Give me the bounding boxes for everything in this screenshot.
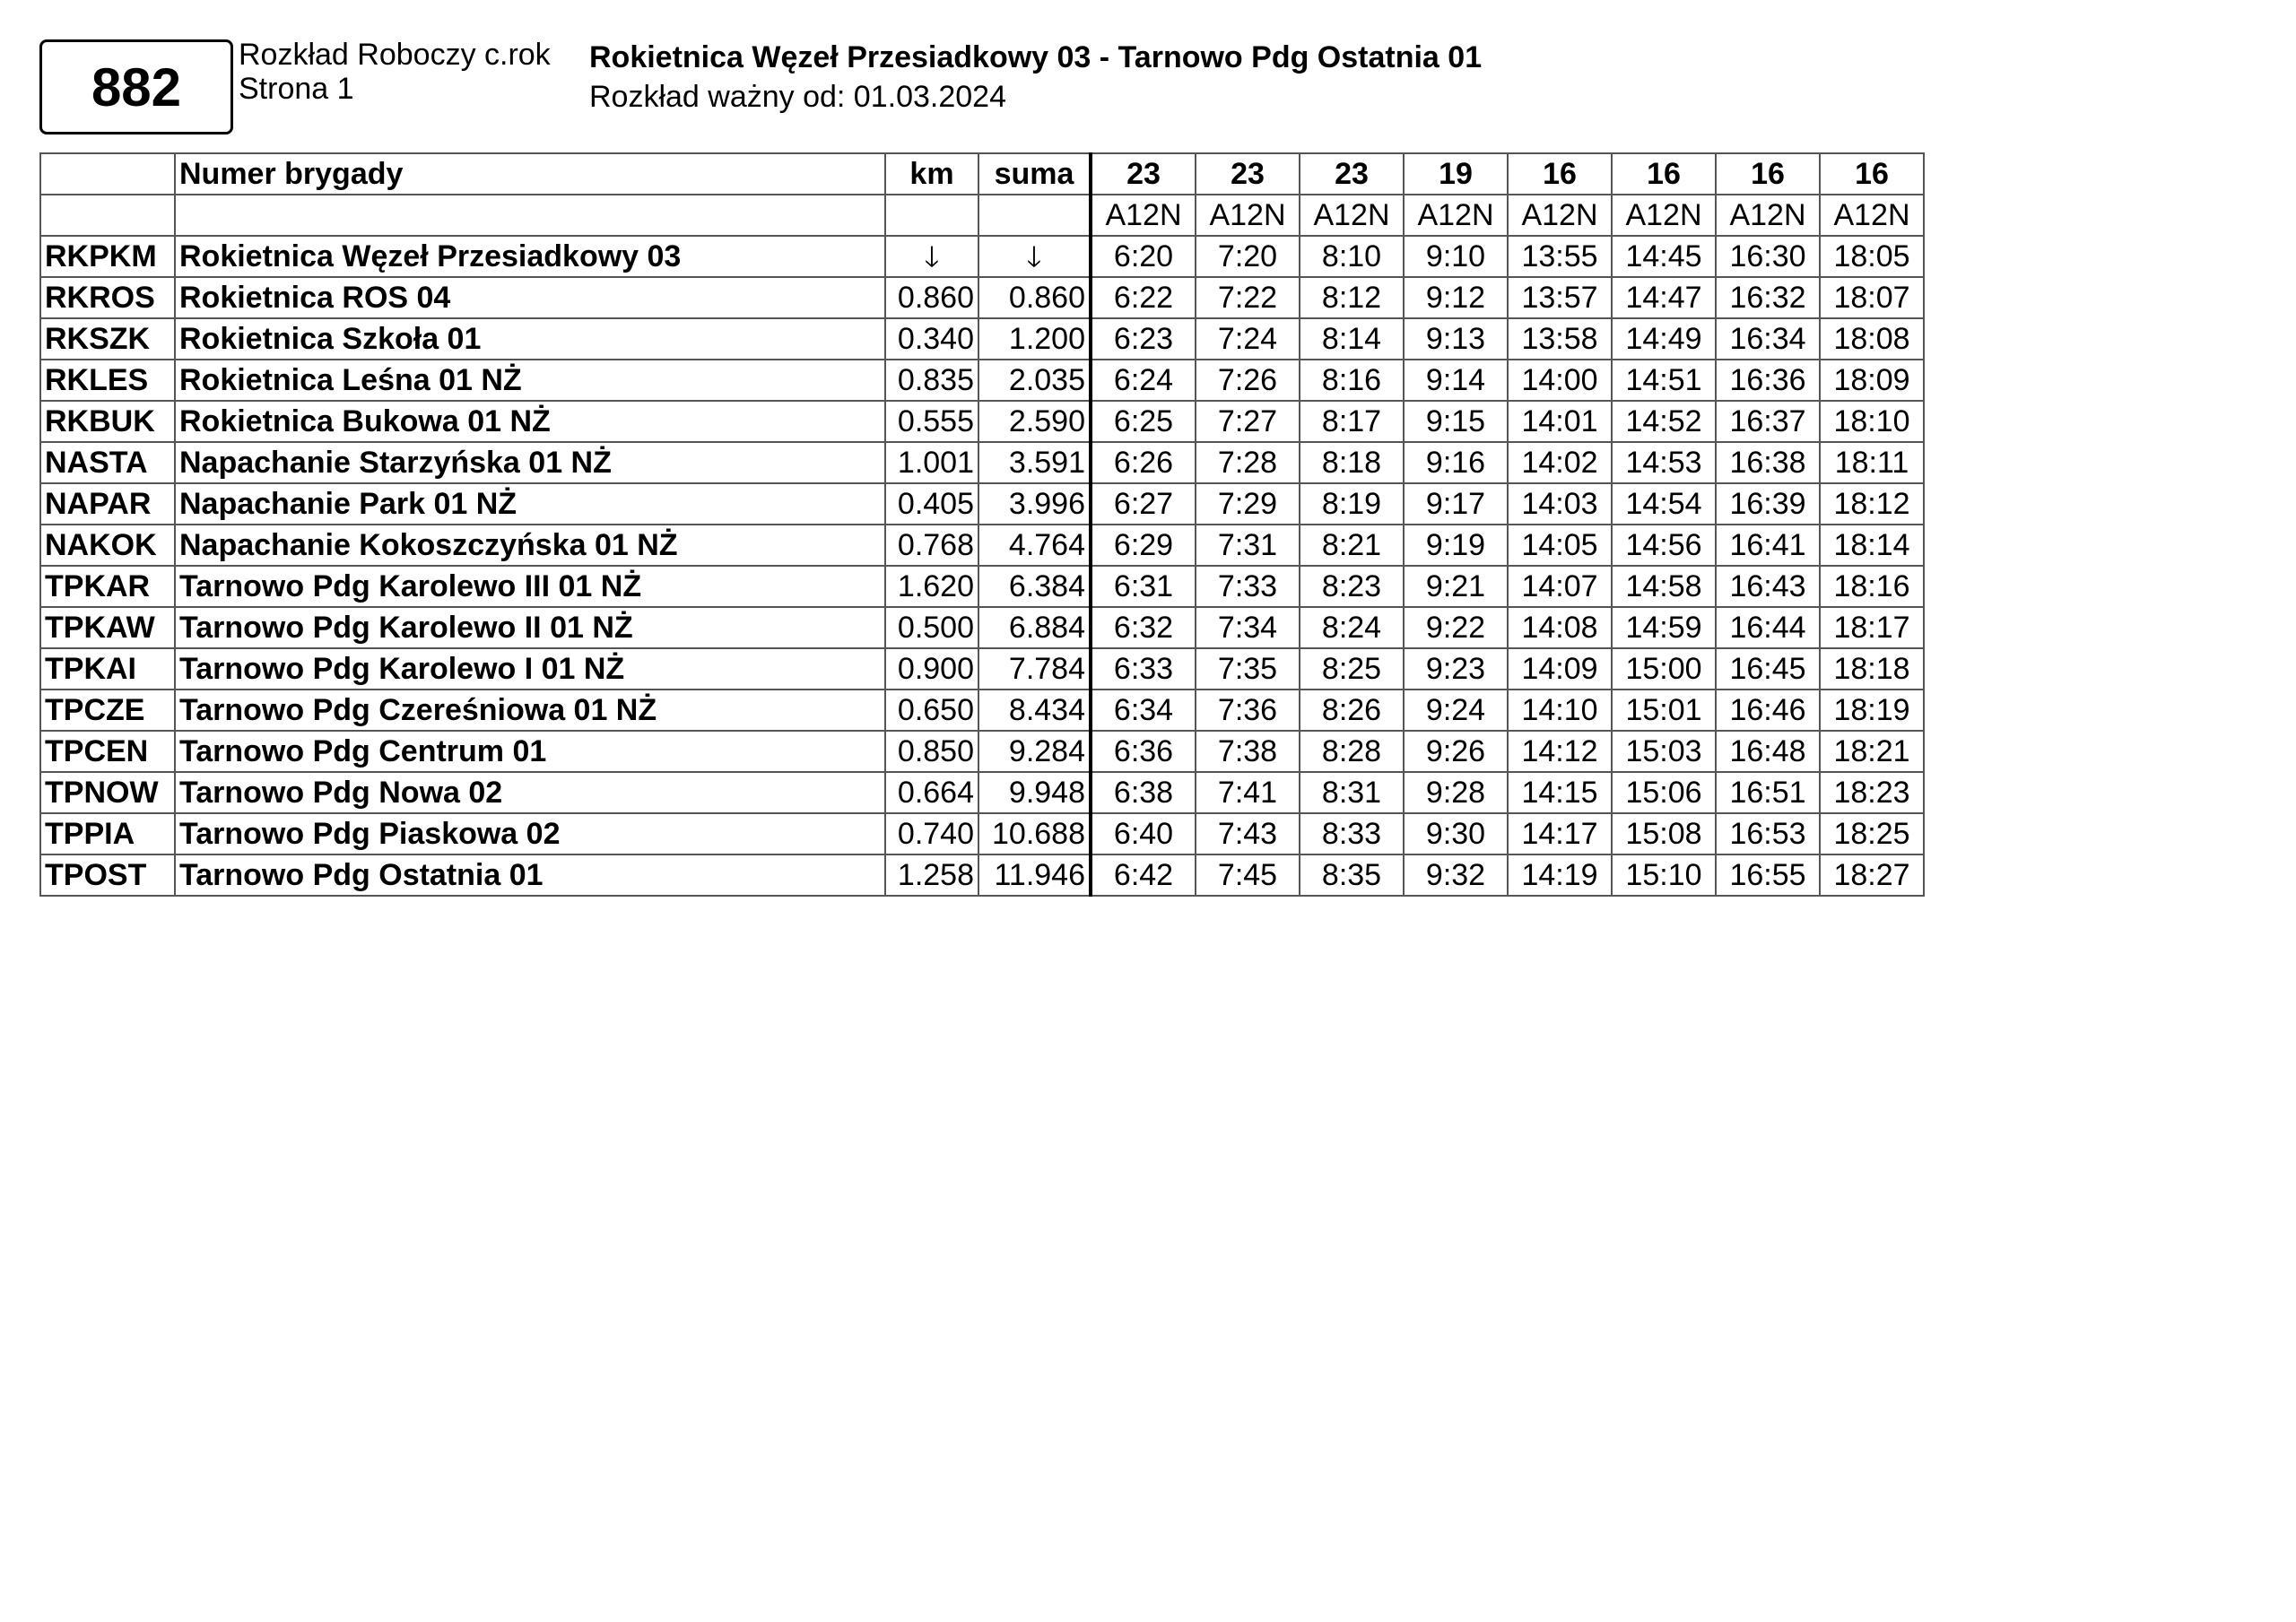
departure-time: 9:32 [1404, 854, 1508, 896]
stop-km: 0.835 [885, 360, 978, 401]
stop-suma: 9.948 [978, 772, 1091, 813]
stop-suma: 8.434 [978, 690, 1091, 731]
stop-row [40, 772, 1924, 813]
stop-row [40, 442, 1924, 483]
stop-km: 0.740 [885, 813, 978, 854]
departure-time: 6:32 [1091, 607, 1196, 648]
stop-km: 1.620 [885, 566, 978, 607]
departure-time: 7:24 [1196, 318, 1300, 360]
stop-name: Napachanie Park 01 NŻ [175, 483, 885, 525]
departure-time: 7:36 [1196, 690, 1300, 731]
stop-row [40, 277, 1924, 318]
departure-time: 14:47 [1612, 277, 1716, 318]
header-brigade-number: 16 [1716, 153, 1820, 195]
departure-time: 6:29 [1091, 525, 1196, 566]
stop-code: RKROS [40, 277, 175, 318]
header-variant: A12N [1091, 195, 1196, 236]
departure-time: 14:09 [1508, 648, 1612, 690]
stop-row [40, 483, 1924, 525]
stop-code: RKLES [40, 360, 175, 401]
departure-time: 14:07 [1508, 566, 1612, 607]
departure-time: 7:22 [1196, 277, 1300, 318]
stop-name: Tarnowo Pdg Karolewo II 01 NŻ [175, 607, 885, 648]
departure-time: 18:10 [1820, 401, 1924, 442]
departure-time: 15:08 [1612, 813, 1716, 854]
departure-time: 18:25 [1820, 813, 1924, 854]
stop-code: RKBUK [40, 401, 175, 442]
departure-time: 16:46 [1716, 690, 1820, 731]
stop-name: Rokietnica Węzeł Przesiadkowy 03 [175, 236, 885, 277]
departure-time: 9:10 [1404, 236, 1508, 277]
stop-km: 0.850 [885, 731, 978, 772]
stop-code: NAPAR [40, 483, 175, 525]
stop-name: Tarnowo Pdg Ostatnia 01 [175, 854, 885, 896]
departure-time: 16:53 [1716, 813, 1820, 854]
stop-suma: 0.860 [978, 277, 1091, 318]
departure-time: 7:26 [1196, 360, 1300, 401]
departure-time: 18:12 [1820, 483, 1924, 525]
departure-time: 14:58 [1612, 566, 1716, 607]
stop-row [40, 318, 1924, 360]
departure-time: 18:11 [1820, 442, 1924, 483]
departure-time: 16:48 [1716, 731, 1820, 772]
stop-suma: 11.946 [978, 854, 1091, 896]
line-number: 882 [91, 56, 182, 117]
schedule-type: Rozkład Roboczy c.rok [239, 38, 551, 72]
departure-time: 18:18 [1820, 648, 1924, 690]
departure-time: 13:58 [1508, 318, 1612, 360]
stop-suma: 10.688 [978, 813, 1091, 854]
stop-row [40, 525, 1924, 566]
departure-time: 7:27 [1196, 401, 1300, 442]
stop-name: Tarnowo Pdg Karolewo I 01 NŻ [175, 648, 885, 690]
line-number-box [39, 39, 233, 134]
departure-time: 14:17 [1508, 813, 1612, 854]
stop-code: TPOST [40, 854, 175, 896]
departure-time: 16:51 [1716, 772, 1820, 813]
stop-name: Rokietnica Bukowa 01 NŻ [175, 401, 885, 442]
departure-time: 14:19 [1508, 854, 1612, 896]
header-km: km [885, 153, 978, 195]
route-title: Rokietnica Węzeł Przesiadkowy 03 - Tarnowo Pdg Ostatnia 01 [589, 40, 1483, 74]
stop-code: TPNOW [40, 772, 175, 813]
departure-time: 14:00 [1508, 360, 1612, 401]
departure-time: 8:24 [1300, 607, 1404, 648]
stop-suma: 2.590 [978, 401, 1091, 442]
departure-time: 13:55 [1508, 236, 1612, 277]
departure-time: 15:03 [1612, 731, 1716, 772]
header-name-cell [175, 195, 885, 236]
stop-row [40, 607, 1924, 648]
departure-time: 18:27 [1820, 854, 1924, 896]
stop-row [40, 401, 1924, 442]
departure-time: 8:16 [1300, 360, 1404, 401]
header-variant: A12N [1404, 195, 1508, 236]
departure-time: 7:43 [1196, 813, 1300, 854]
stop-name: Rokietnica Leśna 01 NŻ [175, 360, 885, 401]
down-arrow-icon: 🡓 [885, 236, 978, 277]
header-km-empty [885, 195, 978, 236]
departure-time: 6:33 [1091, 648, 1196, 690]
departure-time: 14:02 [1508, 442, 1612, 483]
departure-time: 14:56 [1612, 525, 1716, 566]
departure-time: 14:05 [1508, 525, 1612, 566]
departure-time: 8:12 [1300, 277, 1404, 318]
header-row-variants [40, 195, 1924, 236]
departure-time: 14:54 [1612, 483, 1716, 525]
stop-suma: 3.996 [978, 483, 1091, 525]
departure-time: 8:35 [1300, 854, 1404, 896]
departure-time: 14:08 [1508, 607, 1612, 648]
departure-time: 8:21 [1300, 525, 1404, 566]
departure-time: 18:07 [1820, 277, 1924, 318]
stop-name: Napachanie Starzyńska 01 NŻ [175, 442, 885, 483]
stop-name: Tarnowo Pdg Nowa 02 [175, 772, 885, 813]
stop-km: 0.860 [885, 277, 978, 318]
departure-time: 8:18 [1300, 442, 1404, 483]
stop-km: 0.768 [885, 525, 978, 566]
departure-time: 6:42 [1091, 854, 1196, 896]
departure-time: 6:26 [1091, 442, 1196, 483]
departure-time: 15:10 [1612, 854, 1716, 896]
departure-time: 16:55 [1716, 854, 1820, 896]
departure-time: 15:06 [1612, 772, 1716, 813]
stop-name: Rokietnica ROS 04 [175, 277, 885, 318]
departure-time: 9:17 [1404, 483, 1508, 525]
departure-time: 16:38 [1716, 442, 1820, 483]
stop-name: Napachanie Kokoszczyńska 01 NŻ [175, 525, 885, 566]
departure-time: 16:45 [1716, 648, 1820, 690]
departure-time: 14:15 [1508, 772, 1612, 813]
departure-time: 9:30 [1404, 813, 1508, 854]
departure-time: 15:01 [1612, 690, 1716, 731]
header-brigade-label: Numer brygady [175, 153, 885, 195]
schedule-meta [239, 38, 551, 106]
stop-suma: 1.200 [978, 318, 1091, 360]
departure-time: 6:36 [1091, 731, 1196, 772]
departure-time: 9:28 [1404, 772, 1508, 813]
departure-time: 8:10 [1300, 236, 1404, 277]
departure-time: 7:41 [1196, 772, 1300, 813]
departure-time: 6:38 [1091, 772, 1196, 813]
departure-time: 18:19 [1820, 690, 1924, 731]
departure-time: 14:49 [1612, 318, 1716, 360]
departure-time: 8:25 [1300, 648, 1404, 690]
departure-time: 9:23 [1404, 648, 1508, 690]
stop-row [40, 854, 1924, 896]
stop-row [40, 690, 1924, 731]
departure-time: 9:24 [1404, 690, 1508, 731]
stop-name: Tarnowo Pdg Centrum 01 [175, 731, 885, 772]
departure-time: 14:45 [1612, 236, 1716, 277]
page-indicator: Strona 1 [239, 72, 354, 106]
stop-name: Tarnowo Pdg Piaskowa 02 [175, 813, 885, 854]
departure-time: 8:33 [1300, 813, 1404, 854]
departure-time: 14:53 [1612, 442, 1716, 483]
header-brigade-number: 23 [1300, 153, 1404, 195]
header-brigade-number: 16 [1612, 153, 1716, 195]
departure-time: 18:17 [1820, 607, 1924, 648]
departure-time: 9:15 [1404, 401, 1508, 442]
header-variant: A12N [1820, 195, 1924, 236]
stop-km: 0.405 [885, 483, 978, 525]
departure-time: 7:38 [1196, 731, 1300, 772]
route-header [589, 38, 1482, 117]
header-code-cell [40, 195, 175, 236]
departure-time: 7:29 [1196, 483, 1300, 525]
departure-time: 9:12 [1404, 277, 1508, 318]
departure-time: 7:33 [1196, 566, 1300, 607]
stop-km: 0.555 [885, 401, 978, 442]
stop-code: NAKOK [40, 525, 175, 566]
departure-time: 9:16 [1404, 442, 1508, 483]
departure-time: 8:31 [1300, 772, 1404, 813]
departure-time: 14:01 [1508, 401, 1612, 442]
departure-time: 14:59 [1612, 607, 1716, 648]
header-suma: suma [978, 153, 1091, 195]
departure-time: 6:24 [1091, 360, 1196, 401]
valid-from: Rozkład ważny od: 01.03.2024 [589, 80, 1006, 114]
down-arrow-icon: 🡓 [978, 236, 1091, 277]
stop-code: TPKAW [40, 607, 175, 648]
departure-time: 8:17 [1300, 401, 1404, 442]
departure-time: 18:14 [1820, 525, 1924, 566]
departure-time: 14:52 [1612, 401, 1716, 442]
stop-code: NASTA [40, 442, 175, 483]
stop-code: TPPIA [40, 813, 175, 854]
stop-suma: 2.035 [978, 360, 1091, 401]
stop-suma: 7.784 [978, 648, 1091, 690]
departure-time: 9:21 [1404, 566, 1508, 607]
stop-km: 0.664 [885, 772, 978, 813]
stop-km: 0.340 [885, 318, 978, 360]
departure-time: 16:39 [1716, 483, 1820, 525]
stop-row [40, 360, 1924, 401]
departure-time: 14:51 [1612, 360, 1716, 401]
stop-code: TPCEN [40, 731, 175, 772]
stop-code: TPKAR [40, 566, 175, 607]
header-brigade-number: 23 [1091, 153, 1196, 195]
departure-time: 6:27 [1091, 483, 1196, 525]
departure-time: 9:19 [1404, 525, 1508, 566]
departure-time: 14:12 [1508, 731, 1612, 772]
departure-time: 16:32 [1716, 277, 1820, 318]
departure-time: 9:22 [1404, 607, 1508, 648]
departure-time: 8:26 [1300, 690, 1404, 731]
departure-time: 7:34 [1196, 607, 1300, 648]
departure-time: 14:03 [1508, 483, 1612, 525]
departure-time: 6:31 [1091, 566, 1196, 607]
stop-code: RKSZK [40, 318, 175, 360]
stop-code: TPCZE [40, 690, 175, 731]
timetable [39, 152, 1925, 897]
departure-time: 16:41 [1716, 525, 1820, 566]
departure-time: 7:45 [1196, 854, 1300, 896]
departure-time: 18:16 [1820, 566, 1924, 607]
departure-time: 8:14 [1300, 318, 1404, 360]
header-variant: A12N [1196, 195, 1300, 236]
header-brigade-number: 19 [1404, 153, 1508, 195]
departure-time: 16:43 [1716, 566, 1820, 607]
departure-time: 6:22 [1091, 277, 1196, 318]
departure-time: 9:26 [1404, 731, 1508, 772]
stop-suma: 9.284 [978, 731, 1091, 772]
departure-time: 18:23 [1820, 772, 1924, 813]
stop-row [40, 236, 1924, 277]
departure-time: 6:20 [1091, 236, 1196, 277]
departure-time: 8:23 [1300, 566, 1404, 607]
departure-time: 16:34 [1716, 318, 1820, 360]
stop-km: 0.500 [885, 607, 978, 648]
departure-time: 14:10 [1508, 690, 1612, 731]
departure-time: 7:31 [1196, 525, 1300, 566]
departure-time: 18:08 [1820, 318, 1924, 360]
departure-time: 16:30 [1716, 236, 1820, 277]
stop-code: RKPKM [40, 236, 175, 277]
stop-row [40, 731, 1924, 772]
departure-time: 15:00 [1612, 648, 1716, 690]
departure-time: 6:23 [1091, 318, 1196, 360]
departure-time: 13:57 [1508, 277, 1612, 318]
header-variant: A12N [1612, 195, 1716, 236]
stop-code: TPKAI [40, 648, 175, 690]
departure-time: 6:25 [1091, 401, 1196, 442]
departure-time: 18:21 [1820, 731, 1924, 772]
departure-time: 6:34 [1091, 690, 1196, 731]
stop-row [40, 813, 1924, 854]
stop-name: Rokietnica Szkoła 01 [175, 318, 885, 360]
stop-km: 0.900 [885, 648, 978, 690]
stop-name: Tarnowo Pdg Czereśniowa 01 NŻ [175, 690, 885, 731]
stop-row [40, 566, 1924, 607]
departure-time: 16:44 [1716, 607, 1820, 648]
stop-km: 1.258 [885, 854, 978, 896]
departure-time: 7:20 [1196, 236, 1300, 277]
stop-suma: 6.384 [978, 566, 1091, 607]
stop-row [40, 648, 1924, 690]
departure-time: 6:40 [1091, 813, 1196, 854]
departure-time: 16:36 [1716, 360, 1820, 401]
stop-suma: 4.764 [978, 525, 1091, 566]
header-variant: A12N [1508, 195, 1612, 236]
departure-time: 7:35 [1196, 648, 1300, 690]
departure-time: 16:37 [1716, 401, 1820, 442]
header-brigade-number: 16 [1508, 153, 1612, 195]
header-row-brigades [40, 153, 1924, 195]
header-code-cell [40, 153, 175, 195]
header-suma-empty [978, 195, 1091, 236]
departure-time: 7:28 [1196, 442, 1300, 483]
header-brigade-number: 23 [1196, 153, 1300, 195]
departure-time: 8:19 [1300, 483, 1404, 525]
header-brigade-number: 16 [1820, 153, 1924, 195]
departure-time: 9:14 [1404, 360, 1508, 401]
stop-name: Tarnowo Pdg Karolewo III 01 NŻ [175, 566, 885, 607]
stop-suma: 3.591 [978, 442, 1091, 483]
departure-time: 18:09 [1820, 360, 1924, 401]
stop-suma: 6.884 [978, 607, 1091, 648]
header-variant: A12N [1716, 195, 1820, 236]
departure-time: 18:05 [1820, 236, 1924, 277]
departure-time: 9:13 [1404, 318, 1508, 360]
header-variant: A12N [1300, 195, 1404, 236]
stop-km: 1.001 [885, 442, 978, 483]
stop-km: 0.650 [885, 690, 978, 731]
departure-time: 8:28 [1300, 731, 1404, 772]
